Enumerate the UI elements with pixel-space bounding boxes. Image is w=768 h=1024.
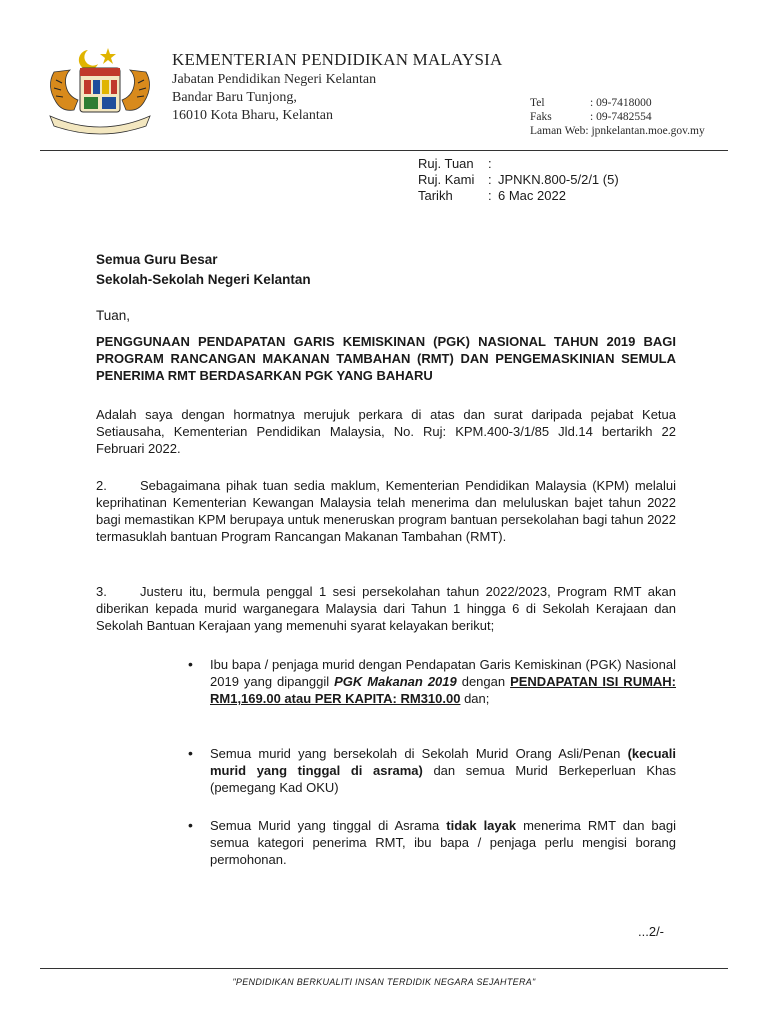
tel-value: : 09-7418000 — [590, 97, 652, 109]
item-text: dan; — [460, 691, 490, 706]
address-line-1: Bandar Baru Tunjong, — [172, 90, 297, 105]
fax-label: Faks — [530, 111, 552, 123]
paragraph-1: Adalah saya dengan hormatnya merujuk perkara di atas dan surat daripada pejabat Ketua Setiausaha, Kementerian Pendidikan Malaysia, No. Ruj: KPM.400-3/1/85 Jld.14 bertarikh 22 Februari 2022. — [96, 407, 676, 456]
web-value: : jpnkelantan.moe.gov.my — [585, 125, 705, 137]
ref-date-sep: : — [488, 188, 492, 203]
contact-tel — [530, 97, 652, 109]
contact-web — [530, 125, 705, 137]
item-text: Ibu bapa / penjaga murid dengan Pendapatan Garis Kemiskinan (PGK) Nasional 2019 yang dipanggil — [210, 657, 676, 689]
item-text: menerima RMT dan bagi semua kategori penerima RMT, ibu bapa / penjaga perlu mengisi borang permohonan. — [210, 818, 676, 867]
recipient-block — [96, 250, 311, 290]
ministry-name: KEMENTERIAN PENDIDIKAN MALAYSIA — [172, 50, 503, 69]
ref-tuan-sep: : — [488, 156, 492, 171]
footer-motto: "PENDIDIKAN BERKUALITI INSAN TERDIDIK NEGARA SEJAHTERA" — [232, 977, 536, 987]
ref-tuan-row — [418, 156, 619, 172]
item-text: dan semua Murid Berkeperluan Khas (pemegang Kad OKU) — [210, 763, 676, 795]
item-emphasis: tidak layak — [446, 818, 517, 833]
page-continuation: ...2/- — [638, 924, 665, 939]
ref-tuan-label: Ruj. Tuan — [418, 156, 474, 171]
item-emphasis: (kecuali murid yang tinggal di asrama) — [210, 746, 676, 778]
reference-block — [418, 156, 619, 204]
malaysia-coat-of-arms-icon — [40, 42, 160, 137]
ref-kami-sep: : — [488, 172, 492, 187]
ref-kami-row — [418, 172, 619, 188]
bullet-dot-icon: • — [188, 817, 193, 833]
ref-kami-label: Ruj. Kami — [418, 172, 475, 187]
paragraph-3 — [96, 583, 676, 634]
item-text: Semua Murid yang tinggal di Asrama — [210, 818, 447, 833]
item-text: dengan — [456, 674, 511, 689]
letterhead-divider — [40, 150, 728, 151]
letter-subject: PENGGUNAAN PENDAPATAN GARIS KEMISKINAN (PGK) NASIONAL TAHUN 2019 BAGI PROGRAM RANCANGAN MAKANAN TAMBAHAN (RMT) DAN PENGEMASKINIAN SEMULA PENERIMA RMT BERDASARKAN PGK YANG BAHARU — [96, 334, 676, 383]
web-label: Laman Web — [530, 125, 586, 137]
list-item — [186, 745, 676, 796]
recipient-line-1: Semua Guru Besar — [96, 252, 218, 267]
tel-label: Tel — [530, 97, 545, 109]
bullet-dot-icon: • — [188, 745, 193, 761]
ref-date-row — [418, 188, 619, 204]
list-item — [186, 656, 676, 707]
item-emphasis: PGK Makanan 2019 — [334, 674, 457, 689]
paragraph-3-number: 3. — [96, 584, 107, 599]
paragraph-2 — [96, 477, 676, 545]
bullet-dot-icon: • — [188, 656, 193, 672]
item-income-threshold: PENDAPATAN ISI RUMAH: RM1,169.00 atau PER KAPITA: RM310.00 — [210, 674, 677, 706]
paragraph-2-text: Sebagaimana pihak tuan sedia maklum, Kementerian Pendidikan Malaysia (KPM) melalui keprihatinan Kementerian Kewangan Malaysia telah menerima dan meluluskan bajet tahun 2022 bagi memastikan KPM berupaya untuk meneruskan program bantuan persekolahan bagi tahun 2022 termasuklah bantuan Program Rancangan Makanan Tambahan (RMT). — [96, 478, 676, 544]
ref-date-value: 6 Mac 2022 — [498, 188, 566, 203]
ref-kami-value: JPNKN.800-5/2/1 (5) — [498, 172, 619, 187]
contact-fax — [530, 111, 652, 123]
footer-divider — [40, 968, 728, 969]
recipient-line-2: Sekolah-Sekolah Negeri Kelantan — [96, 272, 311, 287]
salutation: Tuan, — [96, 308, 131, 323]
fax-value: : 09-7482554 — [590, 111, 652, 123]
address-line-2: 16010 Kota Bharu, Kelantan — [172, 108, 333, 123]
paragraph-3-text: Justeru itu, bermula penggal 1 sesi persekolahan tahun 2022/2023, Program RMT akan diberikan kepada murid warganegara Malaysia dari Tahun 1 hingga 6 di Sekolah Kerajaan dan Sekolah Bantuan Kerajaan yang memenuhi syarat kelayakan berikut; — [96, 584, 676, 633]
department-name: Jabatan Pendidikan Negeri Kelantan — [172, 72, 377, 87]
item-text: Semua murid yang bersekolah di Sekolah Murid Orang Asli/Penan — [210, 746, 628, 761]
ref-date-label: Tarikh — [418, 188, 453, 203]
list-item — [186, 817, 676, 868]
paragraph-2-number: 2. — [96, 478, 107, 493]
